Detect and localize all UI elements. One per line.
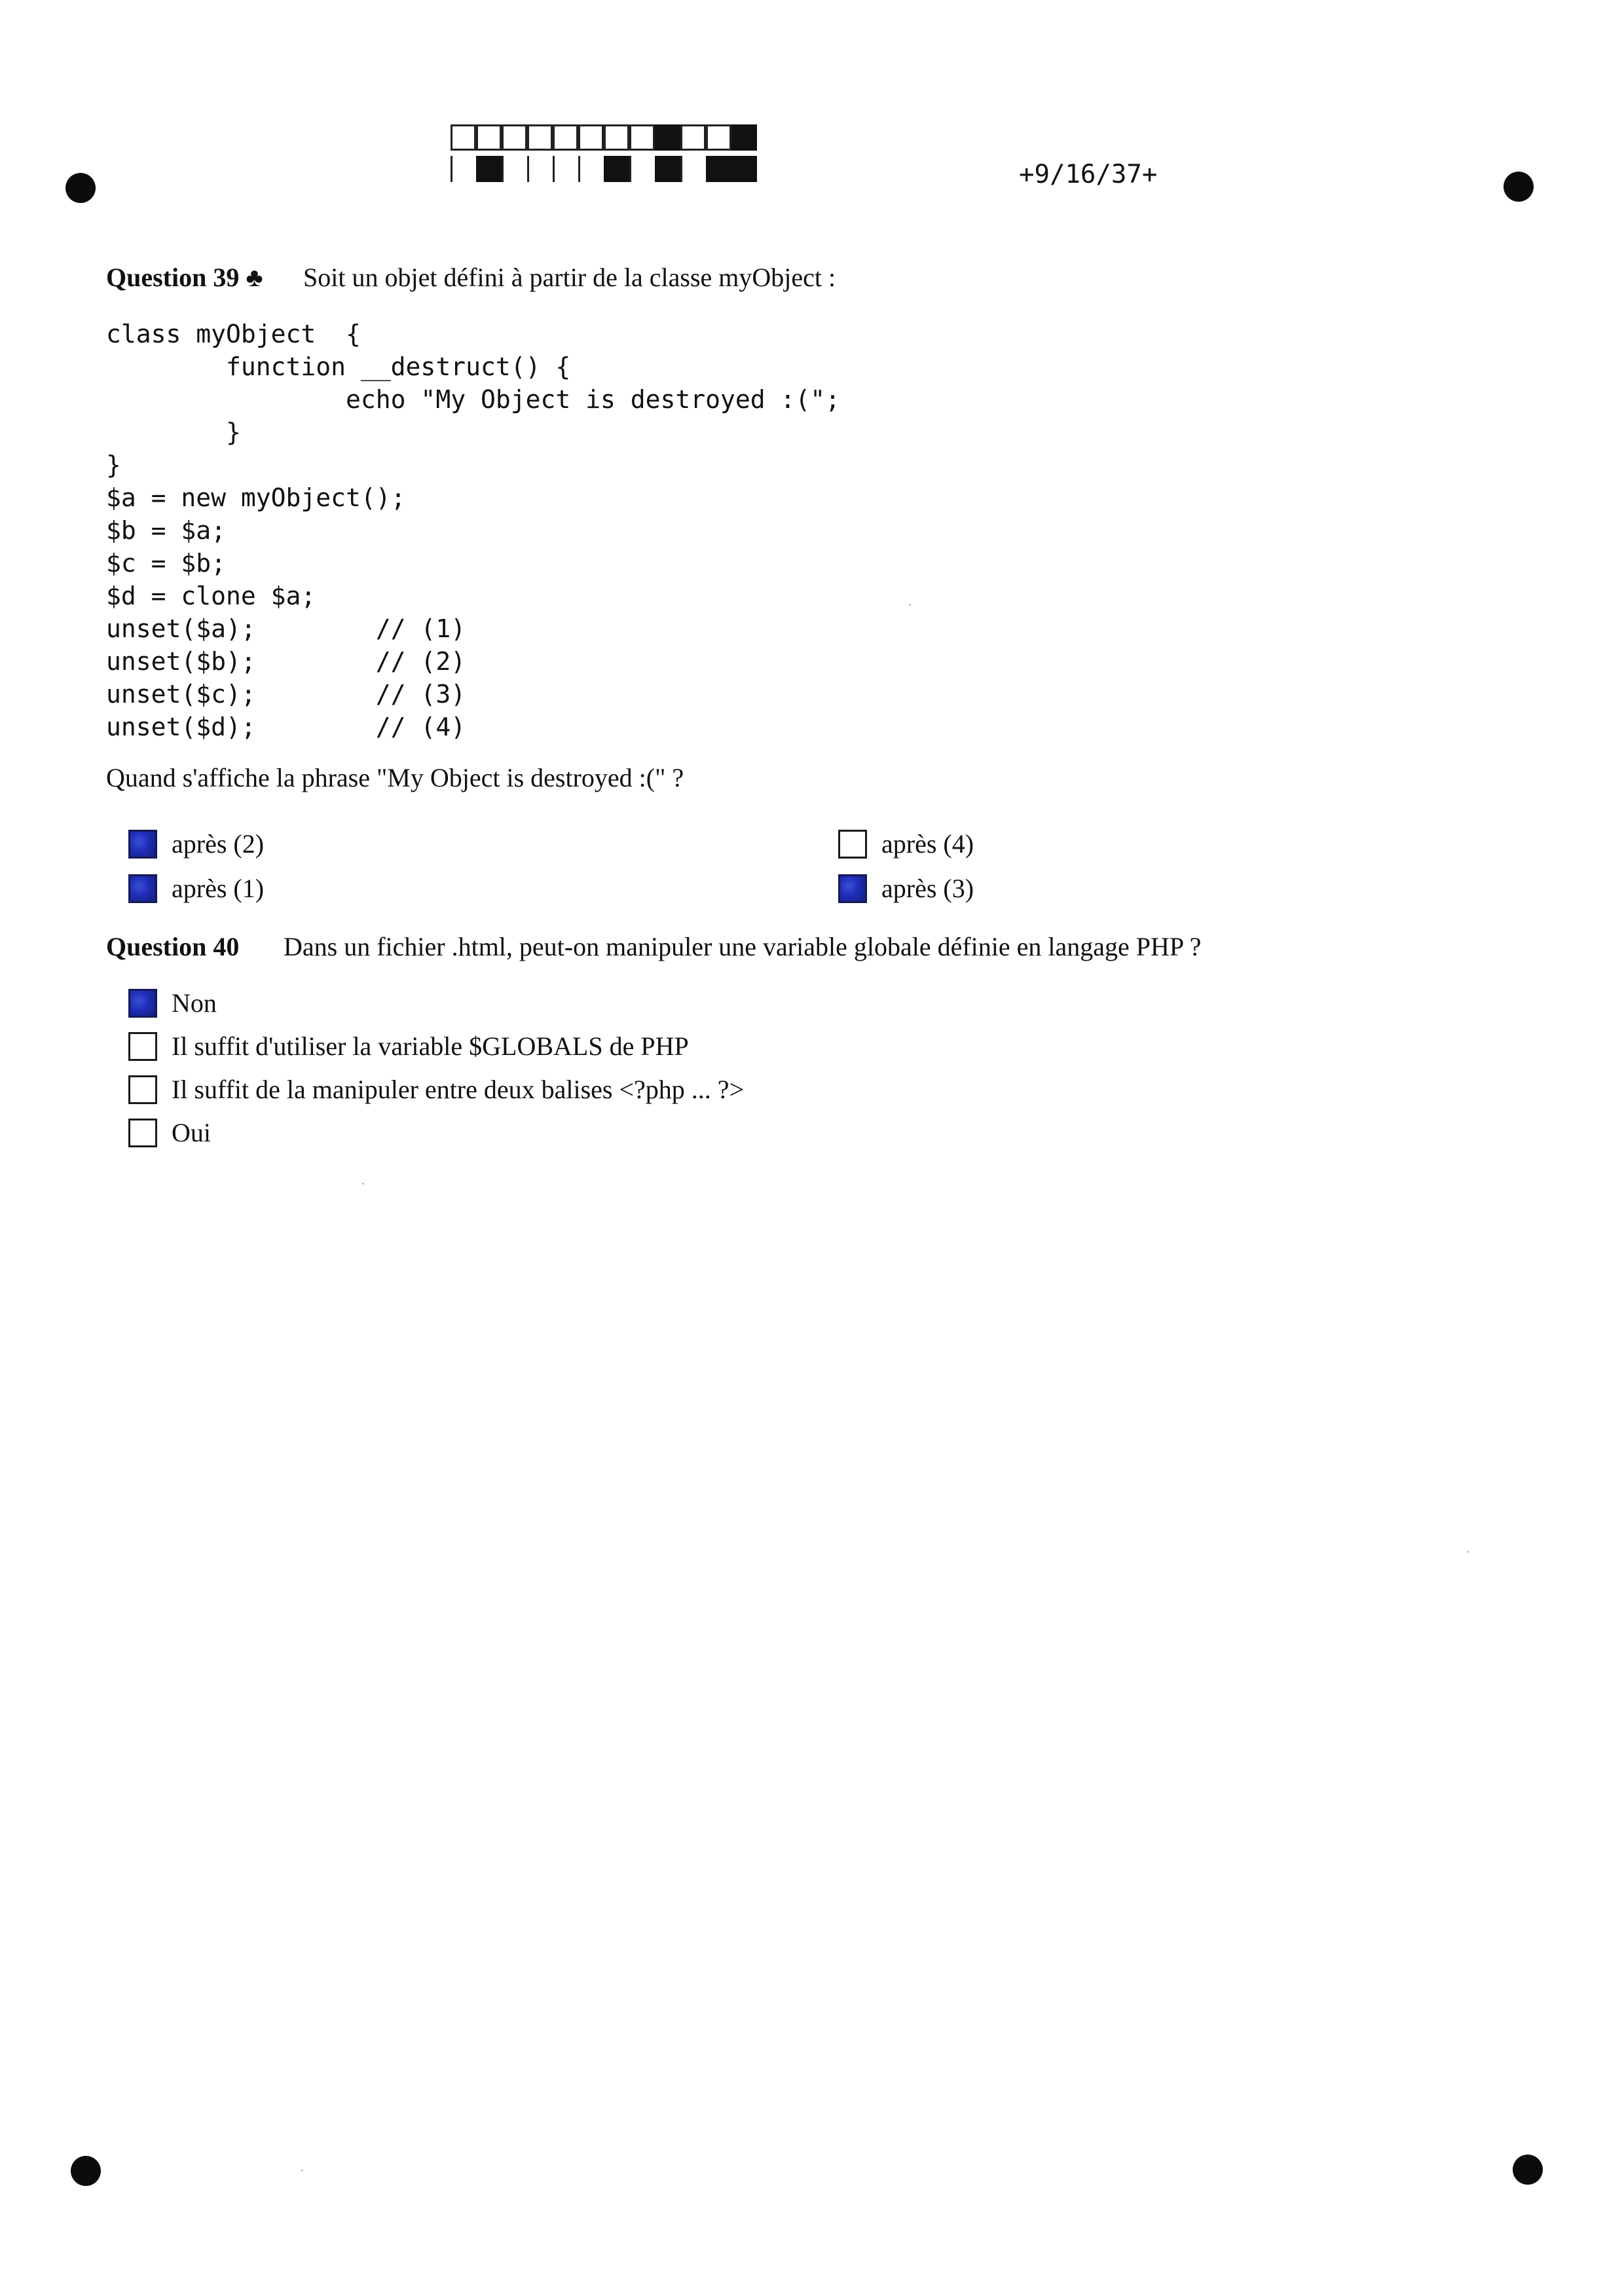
code-line: unset($b); // (2)	[106, 647, 466, 676]
barcode-cell-filled	[655, 124, 680, 151]
registration-mark-top-left	[65, 173, 96, 203]
code-line: }	[106, 418, 241, 447]
scan-speck	[909, 604, 911, 606]
scan-speck	[1467, 1551, 1469, 1553]
option-label: après (4)	[881, 829, 974, 859]
code-listing	[106, 318, 840, 743]
option-label: après (3)	[881, 874, 974, 903]
question-39-text: Soit un objet défini à partir de la classe myObject :	[303, 263, 836, 292]
question-39-header	[106, 262, 263, 293]
barcode-cell-empty	[527, 156, 553, 182]
option-label: Il suffit d'utiliser la variable $GLOBALS de PHP	[172, 1031, 689, 1061]
q40-option-balises[interactable]	[128, 1074, 744, 1105]
checkbox[interactable]	[128, 989, 157, 1018]
q40-option-oui[interactable]	[128, 1117, 211, 1148]
registration-mark-bottom-right	[1513, 2155, 1543, 2185]
checkbox[interactable]	[128, 1075, 157, 1104]
q39-option-apres-2[interactable]	[128, 828, 264, 859]
option-label: après (1)	[172, 874, 265, 903]
barcode-cell-empty	[553, 156, 578, 182]
option-label: après (2)	[172, 829, 265, 859]
question-39-prompt: Quand s'affiche la phrase "My Object is destroyed :(" ?	[106, 763, 684, 792]
sheet-id: +9/16/37+	[1019, 160, 1158, 189]
barcode-cell-filled	[655, 156, 680, 182]
barcode-cell-empty	[578, 124, 604, 151]
q39-option-apres-3[interactable]	[838, 873, 974, 904]
q39-option-apres-4[interactable]	[838, 828, 974, 859]
option-label: Oui	[172, 1118, 211, 1147]
barcode-cell-empty	[502, 156, 527, 182]
q40-option-non[interactable]	[128, 988, 217, 1018]
registration-mark-bottom-left	[71, 2156, 101, 2186]
option-label: Non	[172, 988, 217, 1018]
barcode-cell-empty	[553, 124, 578, 151]
question-40-text: Dans un fichier .html, peut-on manipuler une variable globale définie en langage PHP ?	[284, 932, 1202, 961]
scan-speck	[362, 1183, 364, 1185]
code-line: function __destruct() {	[106, 352, 571, 381]
checkbox[interactable]	[838, 874, 867, 903]
code-line: class myObject {	[106, 320, 361, 348]
scan-speck	[301, 2170, 303, 2172]
q39-option-apres-1[interactable]	[128, 873, 264, 904]
barcode-cell-empty	[680, 156, 706, 182]
code-line: $b = $a;	[106, 516, 227, 545]
barcode-cell-filled	[604, 156, 629, 182]
barcode-cell-empty	[629, 124, 655, 151]
barcode-cell-empty	[451, 156, 476, 182]
question-40-label: Question 40	[106, 932, 240, 961]
question-39-label: Question 39	[106, 263, 240, 292]
checkbox[interactable]	[128, 830, 157, 859]
code-line: $d = clone $a;	[106, 582, 316, 610]
code-line: unset($a); // (1)	[106, 614, 466, 643]
registration-mark-top-right	[1504, 172, 1534, 202]
code-line: echo "My Object is destroyed :(";	[106, 385, 841, 414]
barcode-cell-empty	[527, 124, 553, 151]
option-label: Il suffit de la manipuler entre deux balises <?php ... ?>	[172, 1075, 745, 1104]
barcode-cell-empty	[578, 156, 604, 182]
q40-option-globals[interactable]	[128, 1031, 689, 1062]
barcode-cell-empty	[476, 124, 502, 151]
barcode-cell-empty	[502, 124, 527, 151]
code-line: $a = new myObject();	[106, 483, 406, 512]
code-line: $c = $b;	[106, 549, 227, 578]
barcode-cell-filled	[731, 156, 757, 182]
code-line: }	[106, 451, 121, 479]
barcode-cell-empty	[451, 124, 476, 151]
checkbox[interactable]	[128, 1032, 157, 1061]
club-icon: ♣	[246, 263, 263, 292]
barcode-cell-filled	[731, 124, 757, 151]
barcode-cell-empty	[680, 124, 706, 151]
question-40-header	[106, 931, 239, 962]
barcode-cell-empty	[604, 124, 629, 151]
code-line: unset($d); // (4)	[106, 713, 466, 741]
barcode-cell-filled	[706, 156, 731, 182]
barcode-cell-filled	[476, 156, 502, 182]
barcode-cell-empty	[629, 156, 655, 182]
barcode-cell-empty	[706, 124, 731, 151]
checkbox[interactable]	[838, 830, 867, 859]
code-line: unset($c); // (3)	[106, 680, 466, 709]
checkbox[interactable]	[128, 1119, 157, 1147]
checkbox[interactable]	[128, 874, 157, 903]
